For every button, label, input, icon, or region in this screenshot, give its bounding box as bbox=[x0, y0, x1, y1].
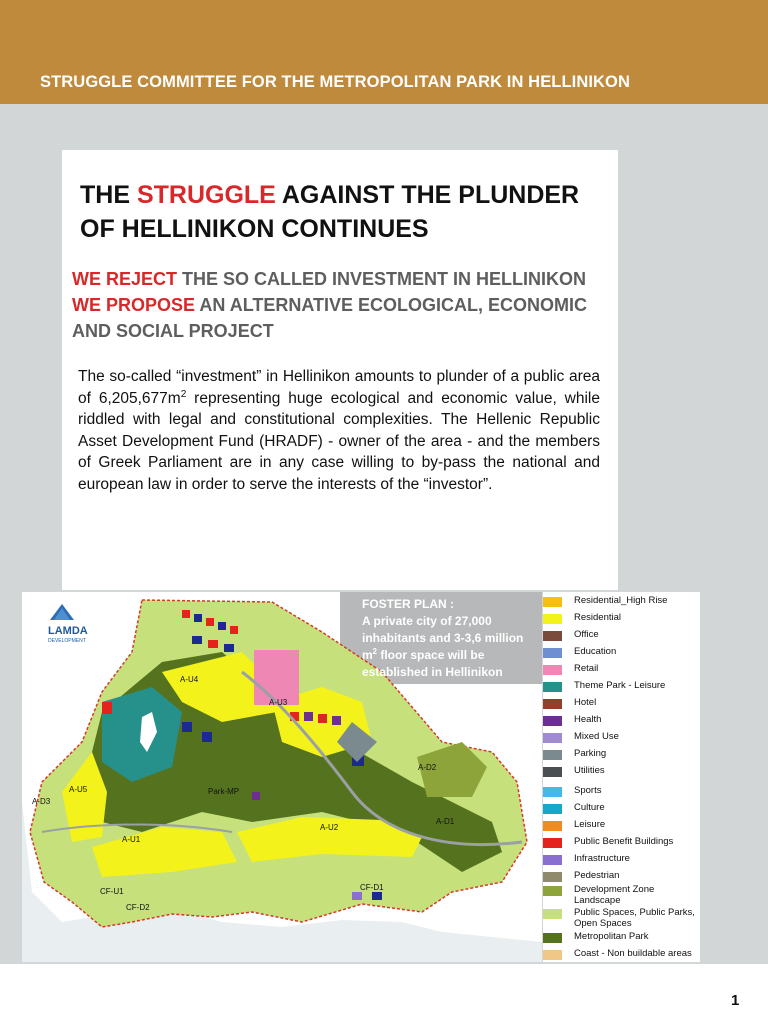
legend-label: Residential bbox=[574, 612, 621, 623]
building bbox=[332, 716, 341, 725]
legend-label: Coast - Non buildable areas bbox=[574, 948, 692, 959]
foster-plan-description bbox=[362, 613, 537, 681]
zone-label: A-U3 bbox=[269, 698, 288, 707]
building bbox=[224, 644, 234, 652]
legend-label: Sports bbox=[574, 785, 602, 796]
building bbox=[194, 614, 202, 622]
building bbox=[206, 618, 214, 626]
building bbox=[218, 622, 226, 630]
zone-label: CF-U1 bbox=[100, 887, 124, 896]
legend-label: Education bbox=[574, 646, 617, 657]
legend-swatch bbox=[543, 597, 562, 607]
headline-part2: AGAINST THE PLUNDER OF HELLINIKON CONTINUES bbox=[80, 181, 580, 243]
header-title: STRUGGLE COMMITTEE FOR THE METROPOLITAN PARK IN HELLINIKON bbox=[40, 73, 631, 91]
legend-item bbox=[543, 870, 698, 882]
body-paragraph bbox=[78, 366, 600, 496]
headline bbox=[80, 178, 610, 246]
foster-text-2: floor space will be established in Hellinikon bbox=[362, 648, 503, 679]
building bbox=[230, 626, 238, 634]
legend-item bbox=[543, 612, 698, 624]
building bbox=[182, 610, 190, 618]
legend-item bbox=[543, 748, 698, 760]
building bbox=[182, 722, 192, 732]
building bbox=[192, 636, 202, 644]
zone-label: CF-D1 bbox=[360, 883, 384, 892]
legend-item bbox=[543, 714, 698, 726]
zone-label: Park-MP bbox=[208, 787, 240, 796]
legend-item bbox=[543, 697, 698, 709]
legend-swatch bbox=[543, 750, 562, 760]
legend-swatch bbox=[543, 886, 562, 896]
zone-label: A-D2 bbox=[418, 763, 437, 772]
legend-item bbox=[543, 802, 698, 814]
legend-swatch bbox=[543, 787, 562, 797]
foster-plan-title: FOSTER PLAN : bbox=[362, 597, 454, 611]
building bbox=[252, 792, 260, 800]
propose-rest: AN ALTERNATIVE ECOLOGICAL, ECONOMIC AND SOCIAL PROJECT bbox=[72, 295, 588, 341]
zone-label: A-U5 bbox=[69, 785, 88, 794]
legend-swatch bbox=[543, 631, 562, 641]
zone-label: A-U2 bbox=[320, 823, 339, 832]
zone-label: A-D3 bbox=[32, 797, 51, 806]
legend-item bbox=[543, 907, 698, 929]
building bbox=[304, 712, 313, 721]
lamda-logo bbox=[48, 604, 88, 644]
legend-swatch bbox=[543, 699, 562, 709]
reject-lead: WE REJECT bbox=[72, 269, 178, 289]
legend-swatch bbox=[543, 909, 562, 919]
headline-part1: THE bbox=[80, 181, 137, 209]
legend-item bbox=[543, 731, 698, 743]
building bbox=[202, 732, 212, 742]
legend-item bbox=[543, 646, 698, 658]
legend-item bbox=[543, 931, 698, 943]
legend-label: Development Zone Landscape bbox=[574, 884, 655, 906]
foster-plan-note bbox=[362, 596, 537, 681]
legend-swatch bbox=[543, 950, 562, 960]
page-header bbox=[0, 0, 768, 104]
text-card bbox=[62, 150, 618, 590]
legend-label: Hotel bbox=[574, 697, 597, 708]
lamda-logo-text: LAMDA bbox=[48, 625, 88, 637]
reject-rest: THE SO CALLED INVESTMENT IN HELLINIKON bbox=[177, 269, 587, 289]
legend-label: Culture bbox=[574, 802, 605, 813]
propose-lead: WE PROPOSE bbox=[72, 295, 196, 315]
legend-swatch bbox=[543, 614, 562, 624]
site-plan-map bbox=[22, 592, 542, 962]
legend-swatch bbox=[543, 682, 562, 692]
legend-label: Infrastructure bbox=[574, 853, 630, 864]
legend-label: Parking bbox=[574, 748, 607, 759]
legend-swatch bbox=[543, 804, 562, 814]
legend-label: Public Benefit Buildings bbox=[574, 836, 674, 847]
legend-label: Theme Park - Leisure bbox=[574, 680, 666, 691]
legend-item bbox=[543, 853, 698, 865]
legend-swatch bbox=[543, 872, 562, 882]
zone-label: A-U1 bbox=[122, 835, 141, 844]
legend-item bbox=[543, 785, 698, 797]
lamda-logo-subtext: DEVELOPMENT bbox=[48, 638, 86, 644]
legend-label: Office bbox=[574, 629, 599, 640]
zone-label: CF-D2 bbox=[126, 903, 150, 912]
body-text-1: The so-called “investment” in Hellinikon amounts to plunder of a public area of 6,205,677m bbox=[78, 368, 600, 407]
building bbox=[208, 640, 218, 648]
legend-swatch bbox=[543, 716, 562, 726]
building bbox=[102, 702, 112, 714]
retail-block bbox=[254, 650, 299, 705]
legend-label: Health bbox=[574, 714, 602, 725]
page-number: 1 bbox=[731, 992, 740, 1009]
legend-swatch bbox=[543, 767, 562, 777]
legend-item bbox=[543, 836, 698, 848]
legend-swatch bbox=[543, 665, 562, 675]
legend-swatch bbox=[543, 855, 562, 865]
building bbox=[318, 714, 327, 723]
legend-item bbox=[543, 680, 698, 692]
legend-label: Mixed Use bbox=[574, 731, 619, 742]
building bbox=[352, 892, 362, 900]
body-superscript: 2 bbox=[180, 388, 187, 400]
legend-label: Public Spaces, Public Parks, Open Spaces bbox=[574, 907, 695, 929]
zone-label: A-U4 bbox=[180, 675, 199, 684]
legend-swatch bbox=[543, 838, 562, 848]
zone-label: A-D1 bbox=[436, 817, 455, 826]
legend-item bbox=[543, 663, 698, 675]
building bbox=[372, 892, 382, 900]
legend-label: Metropolitan Park bbox=[574, 931, 649, 942]
legend-item bbox=[543, 819, 698, 831]
foster-text-1: A private city of 27,000 inhabitants and 3-3,6 million m bbox=[362, 614, 524, 662]
legend-swatch bbox=[543, 648, 562, 658]
map-legend bbox=[543, 592, 700, 962]
legend-label: Leisure bbox=[574, 819, 606, 830]
legend-item bbox=[543, 884, 698, 906]
legend-label: Residential_High Rise bbox=[574, 595, 668, 606]
subheading bbox=[72, 266, 612, 344]
legend-swatch bbox=[543, 733, 562, 743]
legend-item bbox=[543, 765, 698, 777]
body-text-2: representing huge ecological and economic value, while riddled with legal and constitutional complexities. The Hellenic Republic Asset Development Fund (HRADF) - owner of the area - and the members of Greek Parliament are in any case willing to by-pass the national and european law in order to serve the interests of the “investor”. bbox=[78, 389, 600, 493]
legend-item bbox=[543, 629, 698, 641]
legend-item bbox=[543, 595, 698, 607]
foster-superscript: 2 bbox=[372, 647, 378, 656]
legend-label: Utilities bbox=[574, 765, 605, 776]
headline-emphasis: STRUGGLE bbox=[136, 181, 276, 209]
legend-swatch bbox=[543, 933, 562, 943]
legend-item bbox=[543, 948, 698, 960]
legend-swatch bbox=[543, 821, 562, 831]
legend-label: Pedestrian bbox=[574, 870, 620, 881]
legend-label: Retail bbox=[574, 663, 599, 674]
